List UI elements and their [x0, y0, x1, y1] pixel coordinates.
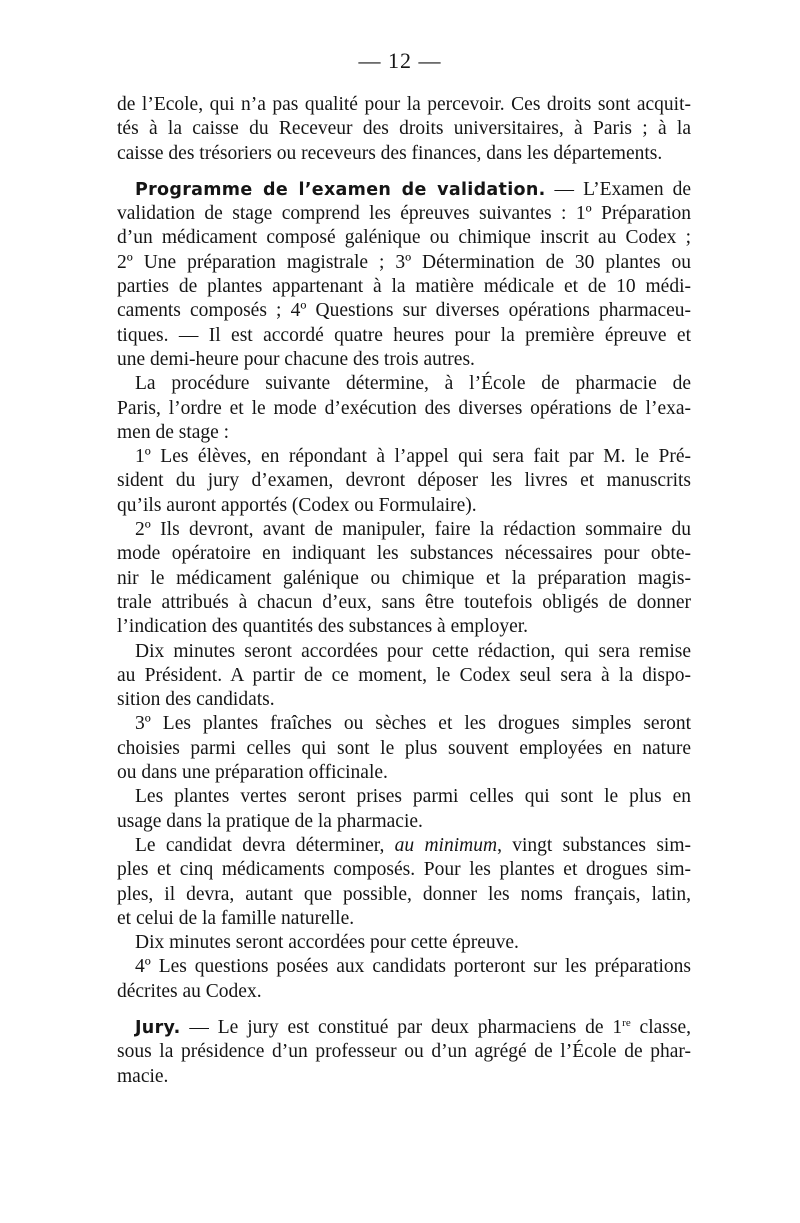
text-line — [117, 299, 691, 323]
text-line — [117, 737, 691, 761]
text-line — [117, 251, 691, 275]
text-line — [117, 834, 691, 858]
text-line — [117, 664, 691, 688]
text-run: une demi-heure pour chacune des trois autres. — [117, 348, 475, 370]
text-run: sous la présidence d’un professeur ou d’un agrégé de l’École de phar- — [117, 1041, 691, 1063]
text-run: macie. — [117, 1065, 169, 1087]
text-line — [117, 397, 691, 421]
text-run: 2º Ils devront, avant de manipuler, faire la rédaction sommaire du — [135, 519, 691, 541]
text-line — [117, 226, 691, 250]
page-number: — 12 — — [358, 48, 442, 73]
text-line — [117, 275, 691, 299]
text-run: sident du jury d’examen, devront déposer les livres et manuscrits — [117, 470, 691, 492]
text-run: Le candidat devra déterminer, — [135, 834, 395, 856]
text-line — [117, 324, 691, 348]
text-run: mode opératoire en indiquant les substances nécessaires pour obte- — [117, 543, 691, 565]
text-run: qu’ils auront apportés (Codex ou Formulaire). — [117, 494, 477, 516]
text-run: décrites au Codex. — [117, 980, 262, 1002]
text-line — [117, 1040, 691, 1064]
text-line — [117, 858, 691, 882]
text-run: 4º Les questions posées aux candidats porteront sur les préparations — [135, 956, 691, 978]
text-run: La procédure suivante détermine, à l’École de pharmacie de — [135, 373, 691, 395]
text-line — [117, 542, 691, 566]
text-run: — L’Examen de — [545, 178, 691, 200]
text-run: classe, — [630, 1016, 691, 1038]
text-run: au Président. A partir de ce moment, le Codex seul sera à la dispo- — [117, 664, 691, 686]
text-line — [117, 348, 691, 372]
text-line — [117, 421, 691, 445]
text-run: 1º Les élèves, en répondant à l’appel qui sera fait par M. le Pré- — [135, 446, 691, 468]
paragraph-gap — [117, 1004, 691, 1016]
superscript: re — [622, 1016, 631, 1029]
text-line — [117, 955, 691, 979]
text-line — [117, 518, 691, 542]
text-line — [117, 980, 691, 1004]
text-line — [117, 761, 691, 785]
text-line — [117, 178, 691, 202]
text-run: tés à la caisse du Receveur des droits universitaires, à Paris ; à la — [117, 118, 691, 140]
text-run: de l’Ecole, qui n’a pas qualité pour la percevoir. Ces droits sont acquit- — [117, 94, 691, 115]
text-run: , vingt substances sim- — [497, 834, 691, 856]
text-run: sition des candidats. — [117, 689, 275, 711]
text-run: 2º Une préparation magistrale ; 3º Détermination de 30 plantes ou — [117, 251, 691, 273]
text-run: ples, il devra, autant que possible, donner les noms français, latin, — [117, 883, 691, 905]
text-line — [117, 1065, 691, 1089]
text-line — [117, 93, 691, 117]
text-run: caisse des trésoriers ou receveurs des finances, dans les départements. — [117, 142, 663, 164]
text-line — [117, 494, 691, 518]
section-heading: Jury. — [135, 1017, 181, 1038]
text-line — [117, 712, 691, 736]
text-run: et celui de la famille naturelle. — [117, 907, 355, 929]
text-run: men de stage : — [117, 421, 230, 443]
paragraph-gap — [117, 166, 691, 178]
text-line — [117, 931, 691, 955]
text-run: Dix minutes seront accordées pour cette épreuve. — [135, 932, 519, 954]
text-run: usage dans la pratique de la pharmacie. — [117, 810, 423, 832]
text-run: Paris, l’ordre et le mode d’exécution des diverses opérations de l’exa- — [117, 397, 691, 419]
text-run: choisies parmi celles qui sont le plus souvent employées en nature — [117, 737, 691, 759]
text-run: trale attribués à chacun d’eux, sans être toutefois obligés de donner — [117, 591, 691, 613]
text-line — [117, 907, 691, 931]
text-line — [117, 202, 691, 226]
text-line — [117, 688, 691, 712]
text-run: nir le médicament galénique ou chimique et la préparation magis- — [117, 567, 691, 589]
text-run: 3º Les plantes fraîches ou sèches et les drogues simples seront — [135, 713, 691, 735]
text-line — [117, 785, 691, 809]
text-line — [117, 615, 691, 639]
text-run: Dix minutes seront accordées pour cette rédaction, qui sera remise — [135, 640, 691, 662]
text-line — [117, 591, 691, 615]
text-run: Les plantes vertes seront prises parmi celles qui sont le plus en — [135, 786, 691, 808]
text-run: caments composés ; 4º Questions sur diverses opérations pharmaceu- — [117, 300, 691, 322]
section-heading: Programme de l’examen de validation. — [135, 179, 546, 200]
text-line — [117, 810, 691, 834]
text-line — [117, 567, 691, 591]
text-line — [117, 117, 691, 141]
text-run: validation de stage comprend les épreuves suivantes : 1º Préparation — [117, 203, 691, 225]
text-line — [117, 372, 691, 396]
text-line — [117, 883, 691, 907]
text-line — [117, 469, 691, 493]
text-run: d’un médicament composé galénique ou chimique inscrit au Codex ; — [117, 227, 691, 249]
text-line — [117, 445, 691, 469]
text-run: parties de plantes appartenant à la matière médicale et de 10 médi- — [117, 276, 691, 298]
body-text — [117, 93, 691, 1089]
text-line — [117, 142, 691, 166]
text-run: tiques. — Il est accordé quatre heures pour la première épreuve et — [117, 324, 691, 346]
text-run: ples et cinq médicaments composés. Pour les plantes et drogues sim- — [117, 859, 691, 881]
text-line — [117, 640, 691, 664]
text-line — [117, 1016, 691, 1040]
text-run: ou dans une préparation officinale. — [117, 762, 388, 784]
italic-text: au minimum — [394, 834, 498, 856]
text-run: — Le jury est constitué par deux pharmaciens de 1 — [180, 1016, 623, 1038]
text-run: l’indication des quantités des substances à employer. — [117, 616, 529, 638]
